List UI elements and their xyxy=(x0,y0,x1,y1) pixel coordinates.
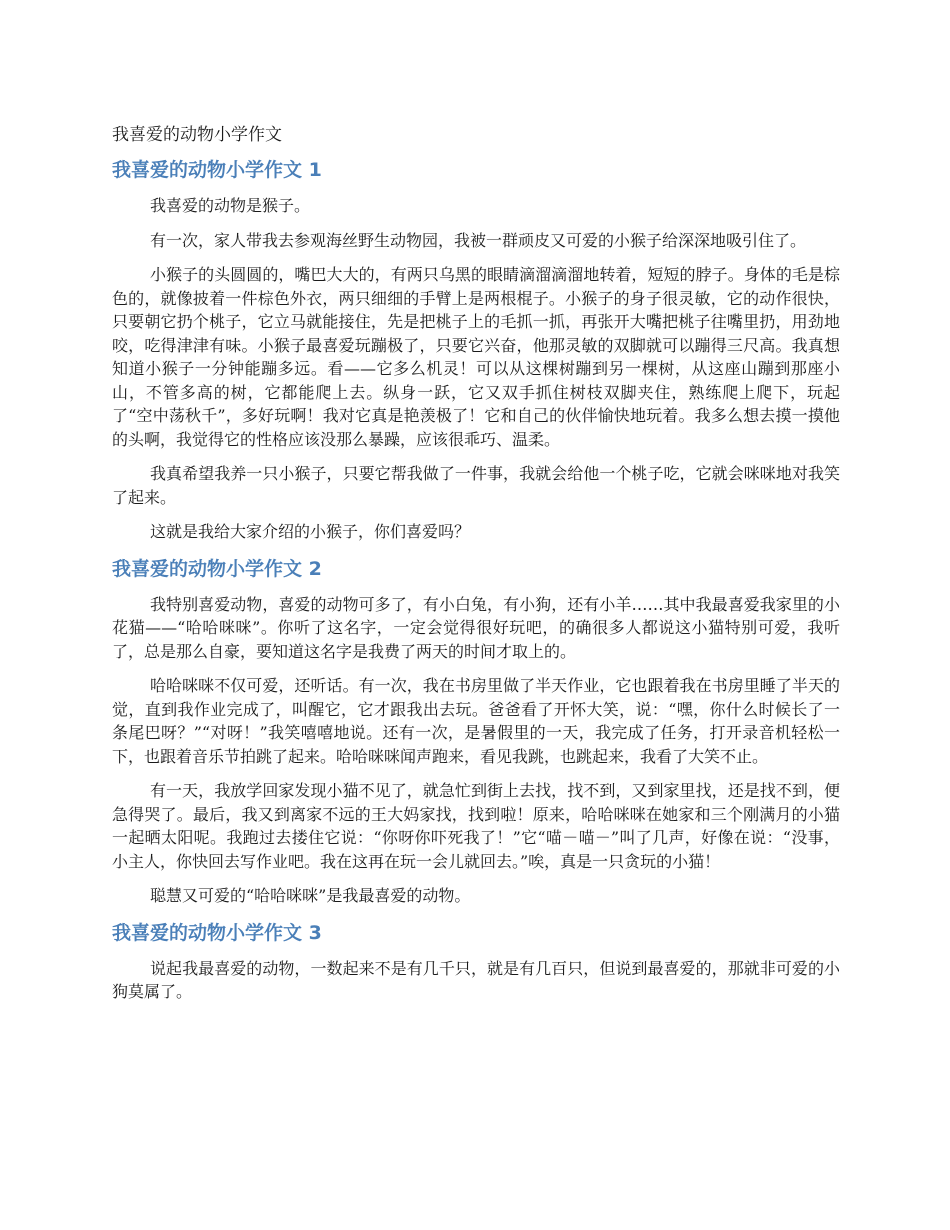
paragraph: 有一次，家人带我去参观海丝野生动物园，我被一群顽皮又可爱的小猴子给深深地吸引住了。 xyxy=(150,230,807,250)
paragraph: 有一天，我放学回家发现小猫不见了，就急忙到街上去找，找不到，又到家里找，还是找不到，便急得哭了。最后，我又到离家不远的王大妈家找，找到啦！原来，哈哈咪咪在她家和三个刚满月的小猫一起晒太阳呢。我跑过去搂住它说：“你呀你吓死我了！”它“喵－喵－”叫了几声，好像在说：“没事，小主人，你快回去写作业吧。我在这再在玩一会儿就回去。”唉，真是一只贪玩的小猫！ xyxy=(112,781,840,871)
paragraph: 小猴子的头圆圆的，嘴巴大大的，有两只乌黑的眼睛滴溜滴溜地转着，短短的脖子。身体的毛是棕色的，就像披着一件棕色外衣，两只细细的手臂上是两根棍子。小猴子的身子很灵敏，它的动作很快，只要朝它扔个桃子，它立马就能接住，先是把桃子上的毛抓一抓，再张开大嘴把桃子往嘴里扔，用劲地咬，吃得津津有味。小猴子最喜爱玩蹦极了，只要它兴奋，他那灵敏的双脚就可以蹦得三尺高。我真想知道小猴子一分钟能蹦多远。看——它多么机灵！可以从这棵树蹦到另一棵树，从这座山蹦到那座小山，不管多高的树，它都能爬上去。纵身一跃，它又双手抓住树枝双脚夹住，熟练爬上爬下，玩起了“空中荡秋千”，多好玩啊！我对它真是艳羡极了！它和自己的伙伴愉快地玩着。我多么想去摸一摸他的头啊，我觉得它的性格应该没那么暴躁，应该很乖巧、温柔。 xyxy=(112,265,840,449)
paragraph: 这就是我给大家介绍的小猴子，你们喜爱吗？ xyxy=(150,522,471,541)
section-heading: 我喜爱的动物小学作文 3 xyxy=(112,921,322,944)
paragraph: 我真希望我养一只小猴子，只要它帮我做了一件事，我就会给他一个桃子吃，它就会咪咪地对我笑了起来。 xyxy=(112,464,840,507)
paragraph: 我特别喜爱动物，喜爱的动物可多了，有小白兔，有小狗，还有小羊……其中我最喜爱我家里的小花猫——“哈哈咪咪”。你听了这名字，一定会觉得很好玩吧，的确很多人都说这小猫特别可爱，我听了，总是那么自豪，要知道这名字是我费了两天的时间才取上的。 xyxy=(112,594,840,661)
document-page xyxy=(112,122,840,1015)
section-heading: 我喜爱的动物小学作文 1 xyxy=(112,159,322,181)
section-1 xyxy=(112,156,840,544)
section-3 xyxy=(112,919,840,1004)
section-heading: 我喜爱的动物小学作文 2 xyxy=(112,557,322,580)
paragraph: 哈哈咪咪不仅可爱，还听话。有一次，我在书房里做了半天作业，它也跟着我在书房里睡了半天的觉，直到我作业完成了，叫醒它，它才跟我出去玩。爸爸看了开怀大笑，说：“嘿，你什么时候长了一条尾巴呀？”“对呀！”我笑嘻嘻地说。还有一次，是暑假里的一天，我完成了任务，打开录音机轻松一下，也跟着音乐节拍跳了起来。哈哈咪咪闻声跑来，看见我跳，也跳起来，我看了大笑不止。 xyxy=(112,676,840,766)
section-2 xyxy=(112,555,840,908)
document-title: 我喜爱的动物小学作文 xyxy=(112,125,282,145)
paragraph: 说起我最喜爱的动物，一数起来不是有几千只，就是有几百只，但说到最喜爱的，那就非可爱的小狗莫属了。 xyxy=(112,958,840,1001)
paragraph: 聪慧又可爱的“哈哈咪咪”是我最喜爱的动物。 xyxy=(150,886,471,905)
paragraph: 我喜爱的动物是猴子。 xyxy=(150,196,311,215)
